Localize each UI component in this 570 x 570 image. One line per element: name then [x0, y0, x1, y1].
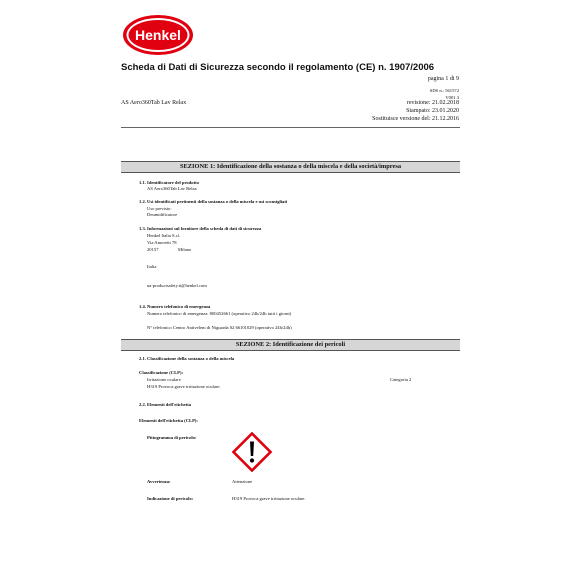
printed-date: Stampato: 23.01.2020 [406, 108, 459, 114]
s12-sub: Uso previsto: [147, 206, 172, 211]
company-zip: 20157 [147, 247, 159, 252]
warning-value: Attenzione [232, 479, 253, 484]
header-divider [121, 127, 460, 128]
s12-heading: 1.2. Usi identificati pertinenti della sostanza o della miscela e usi sconsigliati [139, 199, 288, 204]
exclamation-pictogram-icon [232, 432, 272, 472]
company-street: Via Amoretti 78 [147, 240, 177, 245]
henkel-logo [121, 13, 195, 57]
section-2-title: SEZIONE 2: Identificazione dei pericoli [121, 339, 460, 351]
s21-heading: 2.1. Classificazione della sostanza o della miscela [139, 356, 235, 361]
company-country: Italia [147, 264, 157, 269]
clp-classification-heading: Classificazione (CLP): [139, 370, 184, 375]
s22-heading: 2.2. Elementi dell'etichetta [139, 402, 192, 407]
warning-label: Avvertenza: [147, 479, 171, 484]
document-title: Scheda di Dati di Sicurezza secondo il regolamento (CE) n. 1907/2006 [121, 62, 435, 73]
label-elements-heading: Elementi dell'etichetta (CLP): [139, 418, 198, 423]
logo-text: Henkel [135, 27, 181, 43]
emergency-number: Numero telefonico di emergenza: 800452661 (operativo 24h/24h tutti i giorni) [147, 311, 292, 316]
s11-heading: 1.1. Identificatore del prodotto [139, 180, 199, 185]
s11-value: AS Aero360Tab Lav Relax [147, 186, 197, 191]
revision-date: revisione: 21.02.2018 [406, 100, 459, 106]
product-name: AS Aero360Tab Lav Relax [121, 100, 187, 106]
replaces-version: Sostituisce versione del: 21.12.2016 [372, 116, 459, 122]
contact-email[interactable]: ua-productsafety.it@henkel.com [147, 283, 207, 288]
company-name: Henkel Italia S.r.l. [147, 233, 181, 238]
s14-heading: 1.4. Numero telefonico di emergenza [139, 304, 211, 309]
hazard-statement-value: H319 Provoca grave irritazione oculare. [232, 496, 306, 501]
h319-statement: H319 Provoca grave irritazione oculare. [147, 384, 221, 389]
hazard-class: Irritazione oculare [147, 377, 181, 382]
hazard-category: Categoria 2 [390, 377, 412, 382]
poison-center-number: N° telefonico Centro Antiveleni di Niguarda 02 66101029 (operativo 24h/24h) [147, 325, 292, 330]
sds-number: SDS n.: 561572 [429, 88, 459, 93]
section-1-title: SEZIONE 1: Identificazione della sostanza o della miscela e della società/impresa [121, 161, 460, 173]
pictogram-label: Pittogramma di pericolo: [147, 435, 197, 440]
version: V001.3 [445, 95, 459, 100]
company-city: Milano [178, 247, 192, 252]
s12-value: Deumidificatore [147, 212, 178, 217]
page-number: pagina 1 di 9 [427, 76, 459, 82]
s13-heading: 1.3. Informazioni sul fornitore della scheda di dati di sicurezza [139, 226, 262, 231]
hazard-statement-label: Indicazione di pericolo: [147, 496, 194, 501]
